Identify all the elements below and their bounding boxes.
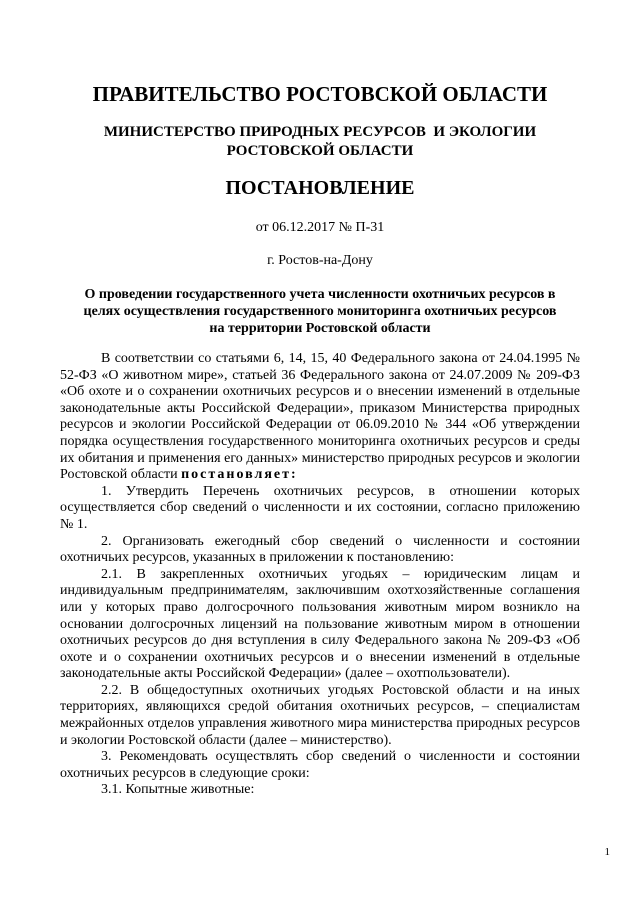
document-city: г. Ростов-на-Дону	[267, 253, 373, 268]
page-number: 1	[604, 846, 610, 858]
decree-word: постановляет:	[181, 467, 298, 483]
paragraph-1: 1. Утвердить Перечень охотничьих ресурсов, в отношении которых осуществляется сбор сведений о численности и их состоянии, согласно приложению № 1.	[60, 483, 580, 532]
document-body	[60, 351, 580, 799]
subject-line-1: О проведении государственного учета численности охотничьих ресурсов в	[84, 287, 556, 302]
ministry-line-1: МИНИСТЕРСТВО ПРИРОДНЫХ РЕСУРСОВ И ЭКОЛОГИИ	[103, 124, 537, 140]
intro-text: В соответствии со статьями 6, 14, 15, 40 Федерального закона от 24.04.1995 № 52-ФЗ «О животном мире», статьей 36 Федерального закона от 24.07.2009 № 209-ФЗ «Об охоте и о сохранении охотничьих ресурсов и о внесении изменений в отдельные законодательные акты Российской Федерации», приказом Министерства природных ресурсов и экологии Российской Федерации от 06.09.2010 № 344 «Об утверждении порядка осуществления государственного мониторинга охотничьих ресурсов и среды их обитания и применения его данных» министерство природных ресурсов и экологии Ростовской области	[60, 351, 580, 483]
document-subject	[60, 286, 580, 337]
ministry-title	[0, 123, 640, 161]
paragraph-3: 3. Рекомендовать осуществлять сбор сведений о численности и состоянии охотничьих ресурсов в следующие сроки:	[60, 749, 580, 781]
government-title: ПРАВИТЕЛЬСТВО РОСТОВСКОЙ ОБЛАСТИ	[92, 82, 548, 106]
document-date-number: от 06.12.2017 № П-31	[255, 220, 385, 235]
intro-paragraph	[60, 351, 580, 484]
subject-line-3: на территории Ростовской области	[209, 321, 431, 336]
paragraph-2-2: 2.2. В общедоступных охотничьих угодьях Ростовской области и на иных территориях, являющихся средой обитания охотничьих ресурсов, – специалистам межрайонных отделов управления животного мира министерства природных ресурсов и экологии Ростовской области (далее – министерство).	[60, 682, 580, 748]
paragraph-2-1: 2.1. В закрепленных охотничьих угодьях – юридическим лицам и индивидуальным предпринимателям, заключившим охотхозяйственные соглашения или у которых право долгосрочного пользования животным миром возникло на основании долгосрочных лицензий на пользование животным миром в отношении охотничьих ресурсов до дня вступления в силу Федерального закона № 209-ФЗ «Об охоте и о сохранении охотничьих ресурсов и о внесении изменений в отдельные законодательные акты Российской Федерации» (далее – охотпользователи).	[60, 566, 580, 682]
subject-line-2: целях осуществления государственного мониторинга охотничьих ресурсов	[83, 304, 557, 319]
ministry-line-2: РОСТОВСКОЙ ОБЛАСТИ	[226, 143, 414, 159]
document-type: ПОСТАНОВЛЕНИЕ	[225, 177, 415, 199]
paragraph-3-1: 3.1. Копытные животные:	[101, 782, 255, 798]
paragraph-2: 2. Организовать ежегодный сбор сведений о численности и состоянии охотничьих ресурсов, указанных в приложении к постановлению:	[60, 533, 580, 566]
